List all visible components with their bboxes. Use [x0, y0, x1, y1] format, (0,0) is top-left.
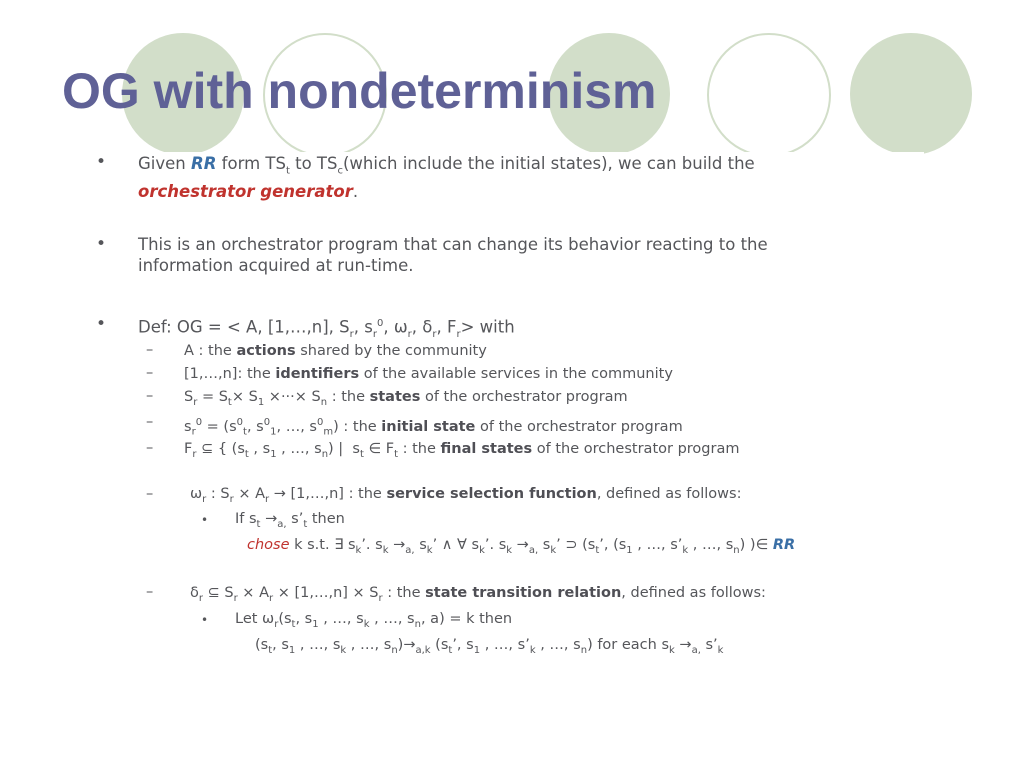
dash-marker: – [146, 342, 154, 358]
transition-rule: ($s_t$, $s_1$ , …, $s_k$ , …, $s_n)\to_{a,k}$ ($s_t$’, $s_1$ , …, $s’_k$ , …, $s_n$) for each $s_k \to_{a,}$ $s’_k$ [255, 637, 724, 656]
sub-bullet-marker: • [201, 513, 209, 527]
dash-marker: – [146, 584, 154, 600]
item-final-states: $F_r$ ⊆ { ($s_t$ , $s_1$ , …, $s_n$) | $s_t$ ∈ $F_t$ : the final states of the orchestrator program [184, 441, 740, 460]
item-initial-state: $s_r^0 = (s^0_t$, $s^0_1$, …, $s^0_m$) : the initial state of the orchestrator program [184, 417, 683, 438]
deco-circle-4 [707, 33, 831, 157]
bullet-marker: • [96, 152, 107, 172]
orchestrator-generator-term: orchestrator generator [138, 182, 353, 202]
item-states: $S_r = S_t\times S_1$ ×···× $S_n$ : the states of the orchestrator program [184, 389, 628, 408]
item-service-selection: $\omega_r$ : $S_r \times A_r$ → [1,…,n] : the service selection function, defined as follows: [190, 486, 742, 505]
bullet-marker: • [96, 234, 107, 254]
bullet-marker: • [96, 314, 107, 334]
dash-marker: – [146, 365, 154, 381]
chose-rule: chose k s.t. ∃ $s_k$’. $s_k \to_{a,}$ $s_k$’ ∧ ∀ $s_k$’. $s_k \to_{a,}$ $s_k$’ ⊃ ($s_t$’, ($s_1$ , …, $s’_k$ , …, $s_n$) )∈ RR [247, 537, 796, 556]
bullet-given: Given RR form $TS_t$ to $TS_c(which$ include the initial states), we can build the orchestrator generator. [138, 154, 755, 202]
deco-circle-5 [850, 33, 972, 155]
let-condition: Let $\omega_r(s_t$, $s_1$ , …, $s_k$ , …, $s_n$, a) = k then [235, 611, 513, 630]
dash-marker: – [146, 486, 154, 502]
bullet-orchestrator-program: This is an orchestrator program that can change its behavior reacting to the information acquired at run-time. [138, 235, 768, 275]
chose-term: chose [247, 537, 290, 553]
if-condition: If $s_t \to_{a,}$ $s’_t$ then [235, 511, 345, 530]
item-actions: A : the actions shared by the community [184, 343, 487, 359]
sub-bullet-marker: • [201, 613, 209, 627]
dash-marker: – [146, 388, 154, 404]
dash-marker: – [146, 414, 154, 430]
dash-marker: – [146, 440, 154, 456]
bullet-definition: Def: OG = < A, [1,…,n], $S_r$, $s_r^0$, $\omega_r$, $\delta_r$, $F_r>$ with [138, 317, 515, 340]
item-state-transition: $\delta_r$ ⊆ $S_r \times A_r$ × [1,…,n] × $S_r$ : the state transition relation, defined as follows: [190, 585, 766, 604]
slide-title: OG with nondeterminism [62, 63, 657, 119]
item-identifiers: [1,…,n]: the identifiers of the available services in the community [184, 366, 673, 382]
